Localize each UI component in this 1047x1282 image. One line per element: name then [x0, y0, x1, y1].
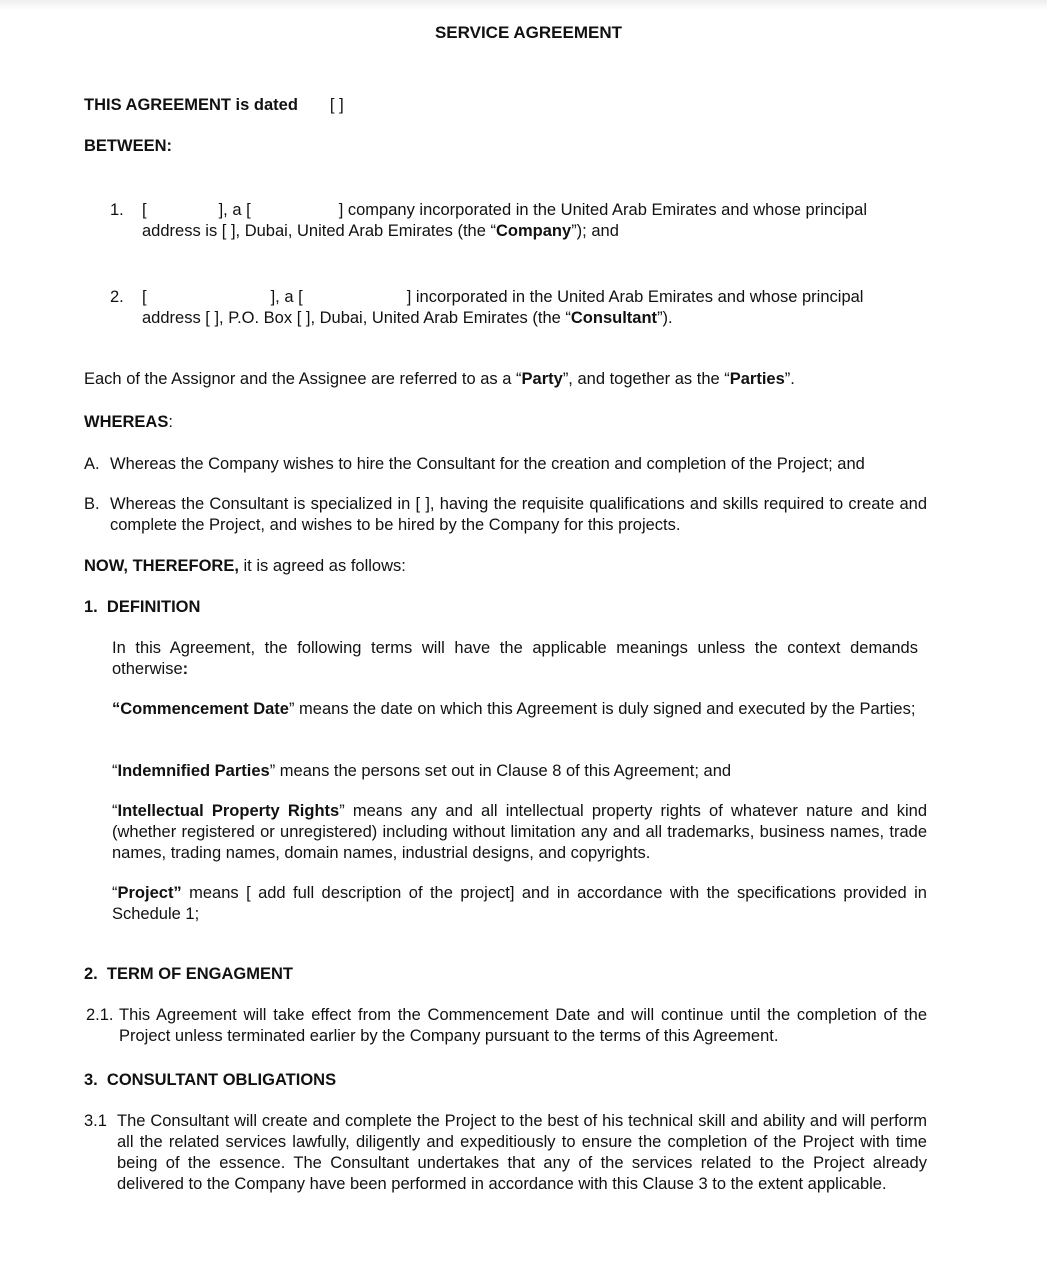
- party-2-number: 2.: [110, 288, 124, 306]
- party-1-number: 1.: [110, 201, 124, 219]
- clause-2-1-text: This Agreement will take effect from the Commencement Date and will continue until the completion of the Project unless terminated earlier by the Company pursuant to the terms of this Agreement.: [119, 1006, 927, 1045]
- between-heading: BETWEEN:: [84, 137, 172, 155]
- party-2-line-1: [ ], a [ ] incorporated in the United Arab Emirates and whose principal: [142, 288, 864, 306]
- clause-3-1-number: 3.1: [84, 1112, 107, 1130]
- party-1-line-2: address is [ ], Dubai, United Arab Emirates (the “Company”); and: [142, 222, 619, 240]
- dated-label: THIS AGREEMENT is dated: [84, 96, 298, 114]
- document-title: SERVICE AGREEMENT: [434, 23, 623, 42]
- recital-b-text: Whereas the Consultant is specialized in [ ], having the requisite qualifications and skills required to create and complete the Project, and wishes to be hired by the Company for this projects.: [110, 495, 927, 534]
- recital-a-text: Whereas the Company wishes to hire the Consultant for the creation and completion of the Project; and: [110, 455, 865, 473]
- party-1: [142, 200, 932, 242]
- clause-2-1-number: 2.1.: [86, 1006, 114, 1024]
- party-2: [142, 287, 932, 329]
- consultant-term: Consultant: [570, 309, 658, 327]
- section-2-heading: 2. TERM OF ENGAGMENT: [84, 965, 294, 983]
- recital-a-letter: A.: [84, 455, 100, 473]
- definition-ip-rights: “Intellectual Property Rights” means any and all intellectual property rights of whatever nature and kind (whether registered or unregistered) including without limitation any and all trademarks, business names, trade names, trading names, domain names, industrial designs, and copyrights.: [112, 802, 928, 862]
- party-1-line-1: [ ], a [ ] company incorporated in the United Arab Emirates and whose principal: [142, 201, 867, 219]
- party-2-line-2: address [ ], P.O. Box [ ], Dubai, United Arab Emirates (the “Consultant”).: [142, 309, 673, 327]
- definitions-intro: In this Agreement, the following terms will have the applicable meanings unless the context demands otherwise:: [112, 639, 918, 678]
- dated-placeholder: [ ]: [329, 96, 344, 114]
- section-3-heading: 3. CONSULTANT OBLIGATIONS: [84, 1071, 337, 1089]
- recital-b-letter: B.: [84, 495, 100, 513]
- clause-3-1-text: The Consultant will create and complete the Project to the best of his technical skill and ability and will perform all the related services lawfully, diligently and expeditiously to ensure the completion of the Project with time being of the essence. The Consultant undertakes that any of the services related to the Project already delivered to the Company have been performed in accordance with this Clause 3 to the extent applicable.: [117, 1112, 927, 1193]
- company-term: Company: [496, 222, 572, 240]
- section-1-heading: 1. DEFINITION: [84, 598, 201, 616]
- now-therefore-line: NOW, THEREFORE, it is agreed as follows:: [84, 557, 406, 575]
- parties-definition-line: Each of the Assignor and the Assignee are referred to as a “Party”, and together as the “Parties”.: [84, 370, 795, 388]
- definition-indemnified-parties: “Indemnified Parties” means the persons set out in Clause 8 of this Agreement; and: [112, 762, 732, 780]
- dated-line: [84, 95, 344, 116]
- definition-project: “Project” means [ add full description of the project] and in accordance with the specifications provided in Schedule 1;: [112, 884, 927, 923]
- definition-commencement-date: “Commencement Date” means the date on which this Agreement is duly signed and executed by the Parties;: [112, 700, 916, 718]
- whereas-heading: WHEREAS:: [84, 413, 173, 431]
